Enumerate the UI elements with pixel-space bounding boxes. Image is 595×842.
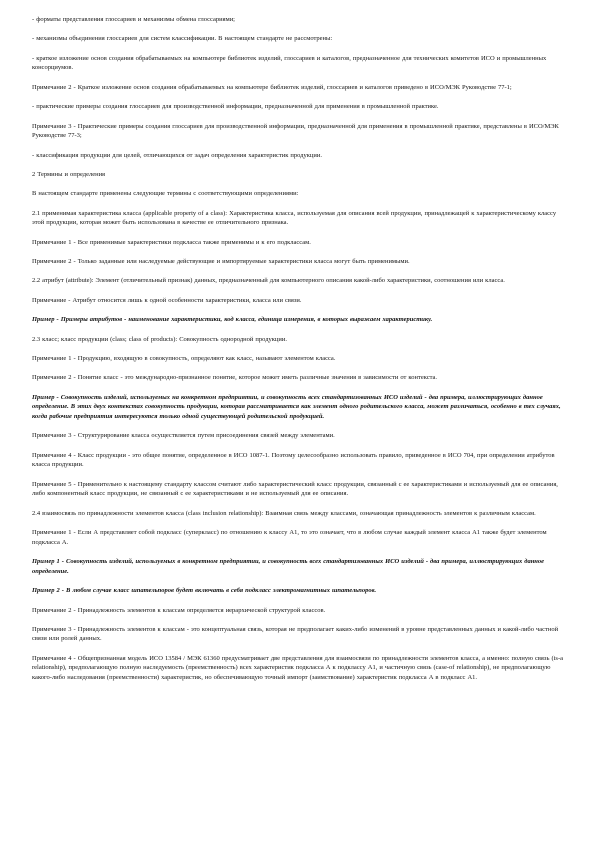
term-2-4-example-1: Пример 1 - Совокупность изделий, используемых в конкретном предприятии, и совокупность всех стандартизованных ИСО изделий - два примера, иллюстрирующих данное определение. — [32, 558, 545, 575]
term-2-1-note-2: Примечание 2 - Только заданные или наследуемые действующие и импортируемые характеристики класса могут быть применимыми. — [32, 258, 410, 266]
term-2-3-note-2: Примечание 2 - Понятие класс - это международно-признанное понятие, которое может иметь различные значения в зависимости от контекста. — [32, 374, 438, 382]
term-2-4: 2.4 взаимосвязь по принадлежности элементов класса (class inclusion relationship): Взаимная связь между классами, означающая принадлежность элементов к различным классам. — [32, 509, 536, 517]
term-2-3-note-5: Примечание 5 - Применительно к настоящему стандарту классом считают либо характеристический класс продукции, связанный с ее характеристиками и используемый для ее описания, либо компонентный класс продукции, не связанный с ее характеристиками и не используемый для ее описания. — [32, 480, 558, 498]
term-2-3-note-1: Примечание 1 - Продукцию, входящую в совокупность, определяют как класс, называют элементом класса. — [32, 355, 336, 363]
term-2-4-note-1: Примечание 1 - Если А представляет собой подкласс (суперкласс) по отношению к классу А1, то это означает, что в любом случае каждый элемент класса А1 также будет элементом подкласса А. — [32, 529, 547, 546]
term-2-2-note: Примечание - Атрибут относится лишь к одной особенности характеристики, класса или связи. — [32, 296, 302, 304]
note-3: Примечание 3 - Практические примеры создания глоссариев для производственной информации, предназначенной для применения в промышленной практике, представлены в ИСО/МЭК Руководстве 77-3; — [32, 122, 559, 140]
term-2-4-note-4: Примечание 4 - Общепризнанная модель ИСО 13584 / МЭК 61360 предусматривает две представления для взаимосвязи по принадлежности элементов класса, а именно: полную связь (is-a relationship), предполагающую полную наследуемость (преемственность) всех характеристик подкласса А к подклассу А1, и частичную связь (case-of relationship), не предполагающую какого-либо наследования (преемственности) характеристик, но обеспечивающую точный импорт (заимствование) характеристик подкласса А в подкласс А1. — [32, 654, 563, 682]
term-2-4-note-3: Примечание 3 - Принадлежность элементов к классам - это концептуальная связь, которая не предполагает каких-либо изменений в уровне представленных данных и какой-либо частной связи или ролей данных. — [32, 625, 559, 643]
list-item-glossary-merging: - механизмы объединения глоссариев для систем классификации. В настоящем стандарте не рассмотрены: — [32, 35, 333, 43]
term-2-1: 2.1 применимая характеристика класса (applicable property of a class): Характеристика класса, используемая для описания всей продукции, принадлежащей к характеристическому классу этой продукции, которая может быть использована в качестве ее отличительного признака. — [32, 209, 557, 227]
term-2-1-note-1: Примечание 1 - Все применимые характеристики подкласса также применимы и к его подклассам. — [32, 238, 311, 246]
list-item-practical-examples: - практические примеры создания глоссариев для производственной информации, предназначенной для применения в промышленной практике. — [32, 103, 439, 111]
list-item-classification: - классификация продукции для целей, отличающихся от задач определения характеристик продукции. — [32, 151, 322, 159]
list-item-library-summary: - краткое изложение основ создания обрабатываемых на компьютере библиотек изделий, глоссариев и каталогов, предназначенное для технических комитетов ИСО и промышленных консорциумов. — [32, 54, 547, 72]
term-2-3-note-3: Примечание 3 - Структурирование класса осуществляется путем присоединения связей между элементами. — [32, 432, 335, 440]
term-2-2-example: Пример - Примеры атрибутов - наименование характеристики, код класса, единица измерения, в которых выражаем характеристику. — [32, 316, 433, 324]
term-2-4-note-2: Примечание 2 - Принадлежность элементов к классам определяется иерархической структурой классов. — [32, 606, 326, 614]
terms-intro: В настоящем стандарте применены следующие термины с соответствующими определениями: — [32, 190, 299, 198]
section-heading-terms: 2 Термины и определения — [32, 170, 106, 178]
term-2-3-note-4: Примечание 4 - Класс продукции - это общее понятие, определенное в ИСО 1087-1. Поэтому целесообразно использовать правило, приведенное в ИСО 704, при определении атрибутов класса продукции. — [32, 451, 555, 469]
term-2-4-example-2: Пример 2 - В любом случае класс шпательпоров будет включать в себя подкласс электромагнитных шпательпоров. — [32, 587, 377, 595]
term-2-3-example: Пример - Совокупность изделий, используемых на конкретном предприятии, и совокупность всех стандартизованных ИСО изделий - два примера, иллюстрирующих данное определение. В этих двух контекстах совокупность продукции, которая рассматривается как элемент одного родительского класса, может различаться, особенно в тех случаях, когда рабочие предприятия интересуются только одной существующей родительской продукцией. — [32, 393, 561, 420]
term-2-3: 2.3 класс; класс продукции (class; class of products): Совокупность однородной продукции. — [32, 335, 287, 343]
list-item-glossary-formats: - форматы представления глоссариев и механизмы обмена глоссариями; — [32, 16, 235, 23]
term-2-2: 2.2 атрибут (attribute): Элемент (отличительный признак) данных, предназначенный для компьютерного описания какой-либо характеристики, соотношения или класса. — [32, 277, 505, 285]
note-2: Примечание 2 - Краткое изложение основ создания обрабатываемых на компьютере библиотек изделий, глоссариев и каталогов приведено в ИСО/МЭК Руководстве 77-1; — [32, 83, 512, 91]
